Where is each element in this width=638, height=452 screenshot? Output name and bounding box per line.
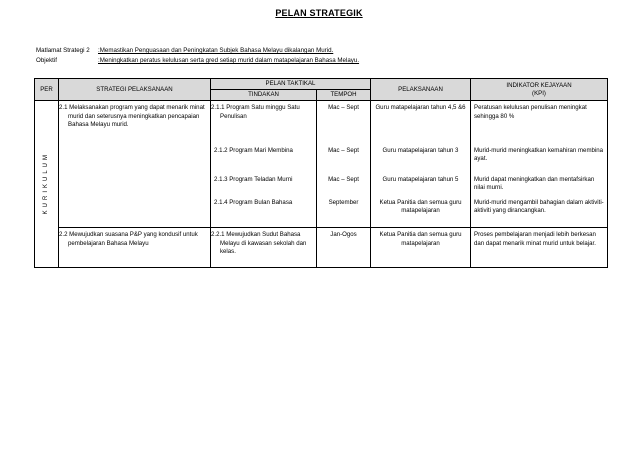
kpi-cell: Murid-murid meningkatkan kemahiran membina ayat.	[471, 144, 608, 173]
tindakan-cell: 2.1.4 Program Bulan Bahasa	[211, 196, 317, 228]
strategi-cell: 2.2 Mewujudkan suasana P&P yang kondusif untuk pembelajaran Bahasa Melayu	[59, 228, 211, 268]
table-row	[35, 228, 608, 268]
table-row	[35, 101, 608, 144]
per-cell	[35, 101, 59, 268]
tempoh-cell: September	[317, 196, 371, 228]
pelaksanaan-cell: Ketua Panitia dan semua guru matapelajaran	[371, 196, 471, 228]
tempoh-cell: Mac – Sept	[317, 144, 371, 173]
matlamat-line	[36, 47, 333, 54]
tindakan-cell: 2.2.1 Mewujudkan Sudut Bahasa Melayu di kawasan sekolah dan kelas.	[211, 228, 317, 268]
kpi-cell: Murid dapat meningkatkan dan mentafsirkan nilai murni.	[471, 173, 608, 196]
tindakan-cell: 2.1.1 Program Satu minggu Satu Penulisan	[211, 101, 317, 144]
objektif-line	[36, 57, 359, 64]
kpi-cell: Proses pembelajaran menjadi lebih berkesan dan dapat menarik minat murid untuk belajar.	[471, 228, 608, 268]
header-tindakan: TINDAKAN	[211, 90, 317, 101]
tempoh-cell: Mac – Sept	[317, 101, 371, 144]
objektif-label: Objektif	[36, 57, 57, 64]
pelaksanaan-cell: Ketua Panitia dan semua guru matapelajaran	[371, 228, 471, 268]
tindakan-cell: 2.1.3 Program Teladan Murni	[211, 173, 317, 196]
header-pelaksanaan: PELAKSANAAN	[371, 79, 471, 101]
objektif-value: :Meningkatkan peratus kelulusan serta gred setiap murid dalam matapelajaran Bahasa Melayu.	[98, 57, 360, 64]
header-indikator-line1: INDIKATOR KEJAYAAN	[506, 81, 572, 89]
matlamat-label: Matlamat Strategi 2	[36, 47, 90, 54]
per-label: KURIKULUM	[43, 151, 50, 214]
tempoh-cell: Jan-Ogos	[317, 228, 371, 268]
pelaksanaan-cell: Guru matapelajaran tahun 5	[371, 173, 471, 196]
header-per: PER	[35, 79, 59, 101]
pelaksanaan-cell: Guru matapelajaran tahun 4,5 &6	[371, 101, 471, 144]
header-tempoh: TEMPOH	[317, 90, 371, 101]
matlamat-value: :Memastikan Penguasaan dan Peningkatan Subjek Bahasa Melayu dikalangan Murid.	[98, 47, 334, 54]
kpi-cell: Peratusan kelulusan penulisan meningkat sehingga 80 %	[471, 101, 608, 144]
header-strategi: STRATEGI PELAKSANAAN	[59, 79, 211, 101]
document-title: PELAN STRATEGIK	[275, 8, 363, 18]
tindakan-cell: 2.1.2 Program Mari Membina	[211, 144, 317, 173]
strategic-plan-table	[34, 78, 608, 268]
strategi-cell: 2.1 Melaksanakan program yang dapat menarik minat murid dan seterusnya meningkatkan pencapaian Bahasa Melayu murid.	[59, 101, 211, 228]
kpi-cell: Murid-murid mengambil bahagian dalam aktiviti-aktiviti yang dirancangkan.	[471, 196, 608, 228]
tempoh-cell: Mac – Sept	[317, 173, 371, 196]
header-indikator	[471, 79, 608, 101]
header-indikator-line2: (KPI)	[532, 89, 546, 97]
pelaksanaan-cell: Guru matapelajaran tahun 3	[371, 144, 471, 173]
header-pelan-taktikal: PELAN TAKTIKAL	[211, 79, 371, 90]
